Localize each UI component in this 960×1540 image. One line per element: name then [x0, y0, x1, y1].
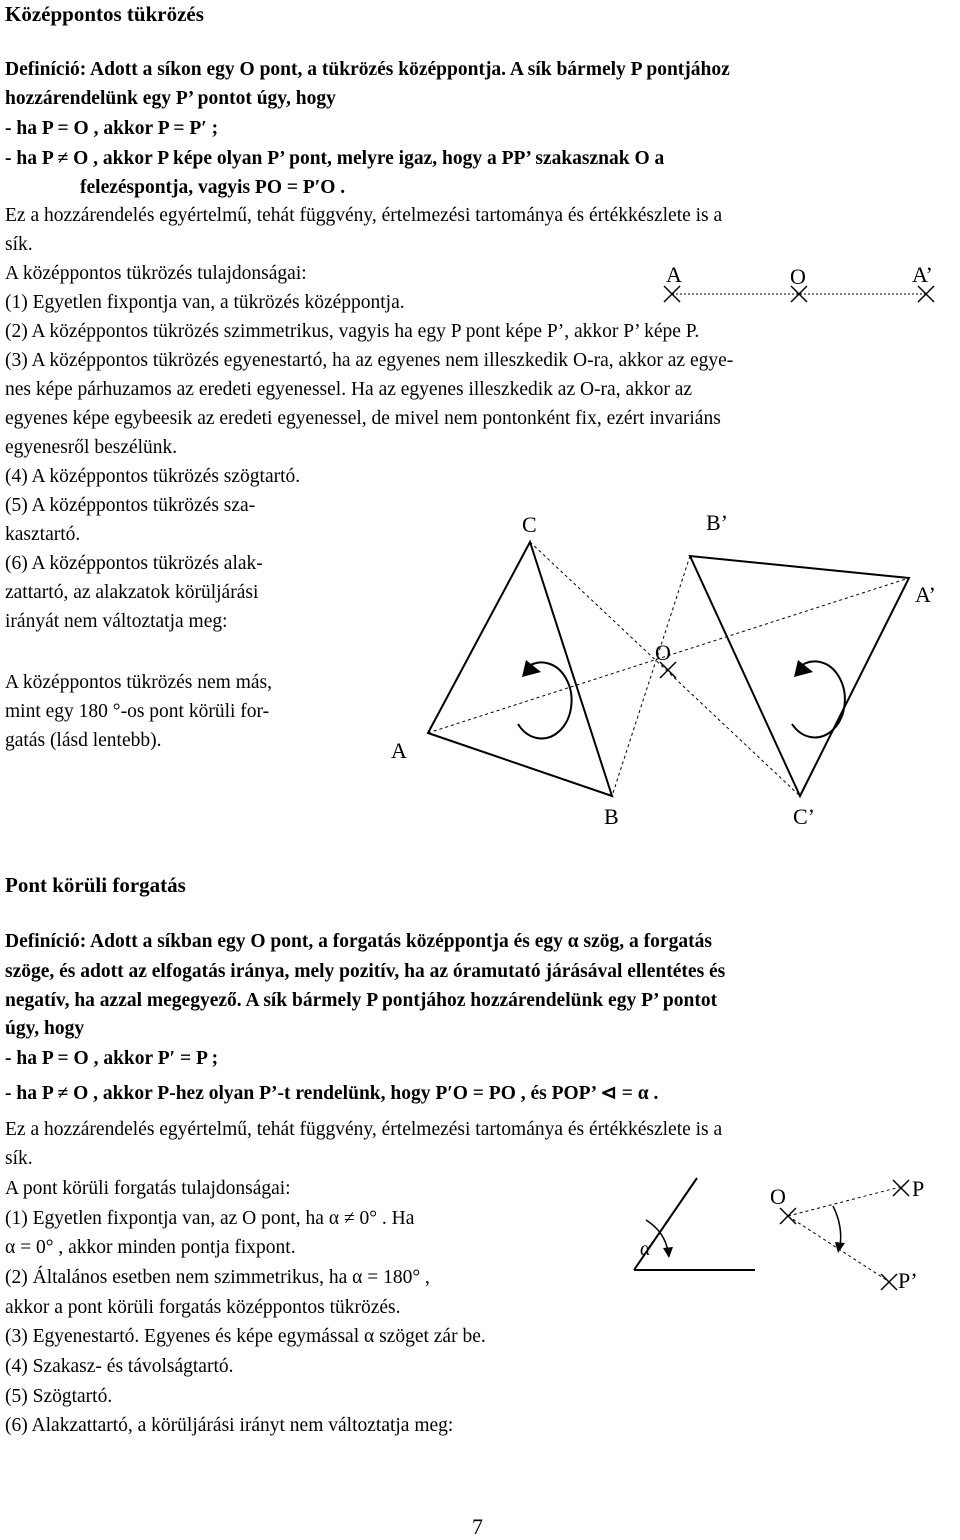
label-o: O [770, 1184, 786, 1209]
text-line: mint egy 180 °-os pont körüli for- [5, 701, 270, 722]
text-line: (2) Általános esetben nem szimmetrikus, ha α = 180° , [5, 1267, 430, 1288]
text-line: (2) A középpontos tükrözés szimmetrikus, vagyis ha egy P pont képe P’, akkor P’ képe P. [5, 321, 700, 342]
text-line: (5) A középpontos tükrözés sza- [5, 495, 256, 516]
text-line: sík. [5, 234, 33, 255]
text-line: A középpontos tükrözés nem más, [5, 672, 272, 693]
label-b: B [604, 804, 619, 829]
label-c: C [522, 512, 537, 537]
label-a-prime: A’ [912, 262, 933, 287]
text-line: egyenesről beszélünk. [5, 437, 178, 458]
text-line: (1) Egyetlen fixpontja van, a tükrözés középpontja. [5, 292, 405, 313]
label-o: O [790, 264, 806, 289]
text-line: Ez a hozzárendelés egyértelmű, tehát függvény, értelmezési tartománya és értékkészlete is a [5, 1119, 723, 1140]
section-title-rotation: Pont körüli forgatás [5, 873, 186, 897]
text-line: zattartó, az alakzatok körüljárási [5, 582, 259, 603]
text-line: (4) A középpontos tükrözés szögtartó. [5, 466, 301, 487]
text-line: sík. [5, 1148, 33, 1169]
definition-line: - ha P ≠ O , akkor P-hez olyan P’-t rendelünk, hogy P′O = PO , és POP’ ⊲ = α . [5, 1083, 659, 1104]
cross-mark-o [780, 1208, 796, 1224]
text-line: (6) Alakzattartó, a körüljárási irányt nem változtatja meg: [5, 1415, 454, 1436]
definition-line: - ha P = O , akkor P′ = P ; [5, 1048, 219, 1069]
definition-line: Definíció: Adott a síkban egy O pont, a forgatás középpontja és egy α szög, a forgatás [5, 931, 712, 952]
text-line: irányát nem változtatja meg: [5, 611, 228, 632]
rotation-arrowhead [835, 1242, 845, 1253]
label-p: P [912, 1176, 925, 1201]
label-o: O [655, 640, 671, 665]
page-number: 7 [472, 1514, 483, 1539]
text-line: akkor a pont körüli forgatás középpontos tükrözés. [5, 1297, 401, 1318]
text-line: gatás (lásd lentebb). [5, 730, 162, 751]
text-line: Ez a hozzárendelés egyértelmű, tehát függvény, értelmezési tartománya és értékkészlete is a [5, 205, 723, 226]
label-alpha: α [640, 1238, 651, 1260]
angle-arrowhead [663, 1247, 673, 1258]
label-c-prime: C’ [793, 804, 815, 829]
text-line: A pont körüli forgatás tulajdonságai: [5, 1178, 291, 1199]
label-p-prime: P’ [898, 1268, 918, 1293]
label-a-prime: A’ [915, 582, 936, 607]
label-b-prime: B’ [706, 510, 728, 535]
label-a: A [666, 262, 682, 287]
definition-line: úgy, hogy [5, 1018, 85, 1039]
rotation-arc [833, 1206, 841, 1246]
section-title-point-reflection: Középpontos tükrözés [5, 2, 204, 26]
text-line: nes képe párhuzamos az eredeti egyenessel. Ha az egyenes illeszkedik az O-ra, akkor az [5, 379, 693, 400]
definition-line: negatív, ha azzal megegyező. A sík bármely P pontjához hozzárendelünk egy P’ pontot [5, 990, 718, 1011]
cross-mark-p-prime [881, 1274, 897, 1290]
text-line: A középpontos tükrözés tulajdonságai: [5, 263, 307, 284]
label-a: A [391, 738, 407, 763]
definition-line: felezéspontja, vagyis PO = P′O . [80, 177, 346, 198]
definition-line: szöge, és adott az elfogatás iránya, mely pozitív, ha az óramutató járásával ellentétes és [5, 961, 726, 982]
text-line: (3) A középpontos tükrözés egyenestartó, ha az egyenes nem illeszkedik O-ra, akkor az egye- [5, 350, 734, 371]
text-line: (1) Egyetlen fixpontja van, az O pont, ha α ≠ 0° . Ha [5, 1208, 415, 1229]
text-line: (4) Szakasz- és távolságtartó. [5, 1356, 234, 1377]
text-line: (5) Szögtartó. [5, 1386, 113, 1407]
text-line: egyenes képe egybeesik az eredeti egyenessel, de mivel nem pontonként fix, ezért invariáns [5, 408, 721, 429]
definition-line: - ha P = O , akkor P = P′ ; [5, 118, 219, 139]
dotted-segment-o-p [788, 1187, 900, 1216]
definition-line: Definíció: Adott a síkon egy O pont, a tükrözés középpontja. A sík bármely P pontjához [5, 59, 730, 80]
text-line: (3) Egyenestartó. Egyenes és képe egymással α szöget zár be. [5, 1326, 486, 1347]
text-line: kasztartó. [5, 524, 81, 545]
text-line: (6) A középpontos tükrözés alak- [5, 553, 263, 574]
definition-line: hozzárendelünk egy P’ pontot úgy, hogy [5, 88, 336, 109]
definition-line: - ha P ≠ O , akkor P képe olyan P’ pont, melyre igaz, hogy a PP’ szakasznak O a [5, 148, 665, 169]
text-line: α = 0° , akkor minden pontja fixpont. [5, 1237, 296, 1258]
